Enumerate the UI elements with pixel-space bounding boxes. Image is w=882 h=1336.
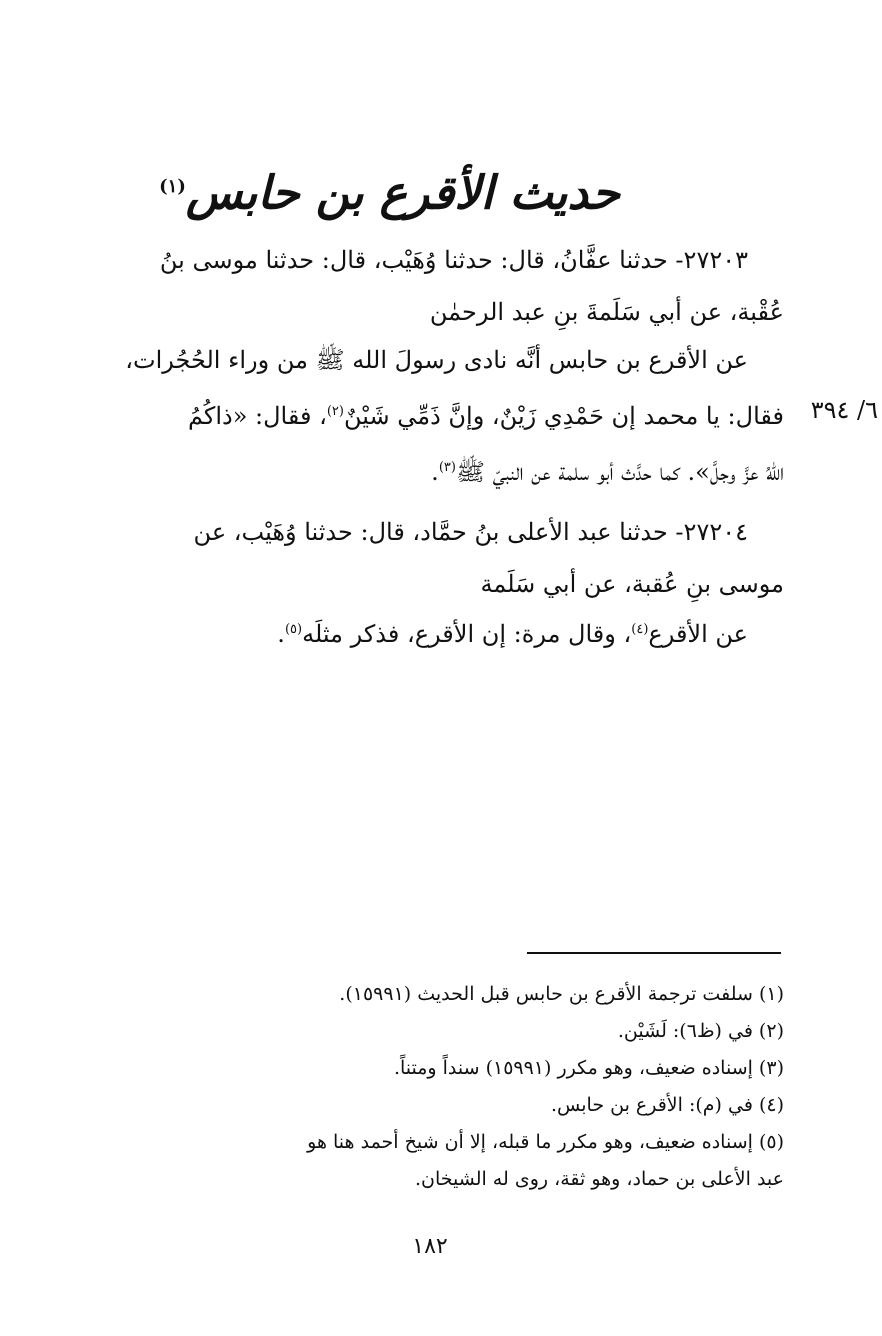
footnote-2: (٢) في (ظ٦): لَشَيْن.	[617, 1020, 784, 1042]
hadith-27204-isnad	[70, 506, 784, 610]
footnote-marker: (٤)	[631, 622, 649, 637]
text-line: ٢٧٢٠٤- حدثنا عبد الأعلى بنُ حمَّاد، قال: حدثنا وُهَيْب، عن	[193, 518, 748, 546]
text-segment: .	[277, 620, 285, 648]
text-segment: .	[431, 458, 439, 486]
text-line: عن الأقرع بن حابس أنَّه نادى رسولَ الله ﷺ من وراء الحُجُرات،	[125, 346, 748, 374]
footnote-5-line-2: عبد الأعلى بن حماد، وهو ثقة، روى له الشيخان.	[414, 1168, 784, 1190]
text-segment: اللهُ عزَّ وجلَّ». كما حدَّث أبو سلمة عن النبيّ ﷺ	[455, 458, 784, 486]
footnote-3: (٣) إسناده ضعيف، وهو مكرر (١٥٩٩١) سنداً ومتناً.	[393, 1057, 784, 1079]
footnote-marker: (٥)	[284, 622, 303, 637]
page-number: ١٨٢	[412, 1234, 448, 1259]
text-segment: ، وقال مرة: إن الأقرع، فذكر مثلَه	[302, 620, 632, 648]
footnotes	[70, 976, 784, 1198]
footnote-marker: (٢)	[326, 404, 344, 419]
text-line	[70, 442, 784, 498]
text-segment: فقال: يا محمد إن حَمْدِي زَيْنٌ، وإنَّ ذَمِّي شَيْنٌ	[343, 402, 784, 430]
footnote-separator	[527, 952, 781, 954]
footnote-4: (٤) في (م): الأقرع بن حابس.	[550, 1094, 784, 1116]
text-line: عُقْبة، عن أبي سَلَمةَ بنِ عبد الرحمٰن	[429, 298, 784, 326]
text-line: موسى بنِ عُقبة، عن أبي سَلَمة	[480, 570, 784, 598]
margin-volume-page-ref: ٦/ ٣٩٤	[810, 396, 878, 424]
chapter-title-text: حديث الأقرع بن حابس	[185, 165, 620, 220]
hadith-27204-matn	[70, 604, 784, 660]
hadith-27203-isnad	[70, 234, 784, 338]
footnote-1: (١) سلفت ترجمة الأقرع بن حابس قبل الحديث (١٥٩٩١).	[339, 983, 784, 1005]
title-footnote-marker: (١)	[159, 176, 186, 197]
text-line	[70, 386, 784, 442]
footnote-marker: (٣)	[438, 460, 456, 475]
chapter-title	[159, 152, 620, 227]
text-line: ٢٧٢٠٣- حدثنا عفَّانُ، قال: حدثنا وُهَيْب، قال: حدثنا موسى بنُ	[159, 246, 748, 274]
hadith-27203-matn	[70, 334, 784, 498]
text-line	[70, 604, 784, 660]
text-segment: ، فقال: «ذاكُمُ	[187, 402, 327, 430]
text-segment: عن الأقرع	[648, 620, 748, 648]
footnote-5-line-1: (٥) إسناده ضعيف، وهو مكرر ما قبله، إلا أن شيخ أحمد هنا هو	[307, 1131, 784, 1153]
